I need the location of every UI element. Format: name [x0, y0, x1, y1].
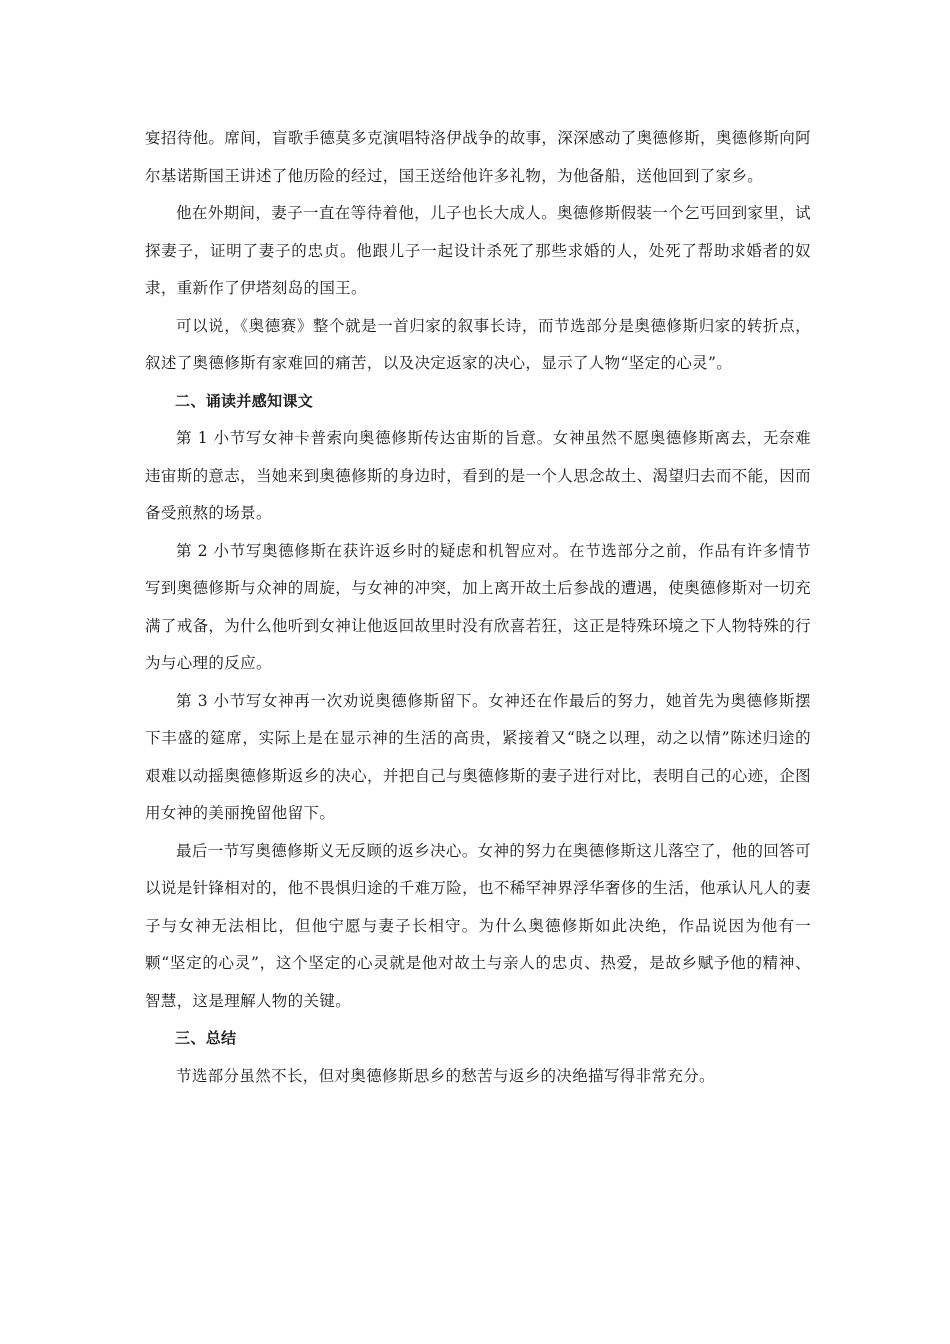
paragraph-summary-odyssey: 可以说，《奥德赛》整个就是一首归家的叙事长诗，而节选部分是奥德修斯归家的转折点，叙述了奥德修斯有家难回的痛苦，以及决定返家的决心，显示了人物“坚定的心灵”。 — [145, 316, 811, 372]
paragraph-section-2: 第 2 小节写奥德修斯在获许返乡时的疑虑和机智应对。在节选部分之前，作品有许多情节写到奥德修斯与众神的周旋，与女神的冲突，加上离开故土后参战的遭遇，使奥德修斯对一切充满了戒备，为什么他听到女神让他返回故里时没有欣喜若狂，这正是特殊环境之下人物特殊的行为与心理的反应。 — [145, 541, 811, 672]
paragraph-section-3: 第 3 小节写女神再一次劝说奥德修斯留下。女神还在作最后的努力，她首先为奥德修斯摆下丰盛的筵席，实际上是在显示神的生活的高贵，紧接着又“晓之以理，动之以情”陈述归途的艰难以动摇奥德修斯返乡的决心，并把自己与奥德修斯的妻子进行对比，表明自己的心迹，企图用女神的美丽挽留他留下。 — [145, 691, 811, 822]
paragraph-homecoming: 他在外期间，妻子一直在等待着他，儿子也长大成人。奥德修斯假装一个乞丐回到家里，试探妻子，证明了妻子的忠贞。他跟儿子一起设计杀死了那些求婚的人，处死了帮助求婚者的奴隶，重新作了伊塔刻岛的国王。 — [145, 204, 811, 297]
paragraph-conclusion: 节选部分虽然不长，但对奥德修斯思乡的愁苦与返乡的决绝描写得非常充分。 — [176, 1066, 715, 1085]
paragraph-section-1: 第 1 小节写女神卡普索向奥德修斯传达宙斯的旨意。女神虽然不愿奥德修斯离去，无奈难违宙斯的意志，当她来到奥德修斯的身边时，看到的是一个人思念故土、渴望归去而不能，因而备受煎熬的场景。 — [145, 429, 811, 522]
section-heading-conclusion: 三、总结 — [175, 1029, 237, 1047]
document-body — [145, 120, 811, 1095]
section-heading-reading: 二、诵读并感知课文 — [175, 391, 314, 410]
paragraph-section-final: 最后一节写奥德修斯义无反顾的返乡决心。女神的努力在奥德修斯这儿落空了，他的回答可以说是针锋相对的，他不畏惧归途的千难万险，也不稀罕神界浮华奢侈的生活，他承认凡人的妻子与女神无法相比，但他宁愿与妻子长相守。为什么奥德修斯如此决绝，作品说因为他有一颗“坚定的心灵”，这个坚定的心灵就是他对故土与亲人的忠贞、热爱，是故乡赋予他的精神、智慧，这是理解人物的关键。 — [145, 841, 811, 1010]
paragraph-continuation: 宴招待他。席间，盲歌手德莫多克演唱特洛伊战争的故事，深深感动了奥德修斯，奥德修斯向阿尔基诺斯国王讲述了他历险的经过，国王送给他许多礼物，为他备船，送他回到了家乡。 — [145, 129, 811, 185]
